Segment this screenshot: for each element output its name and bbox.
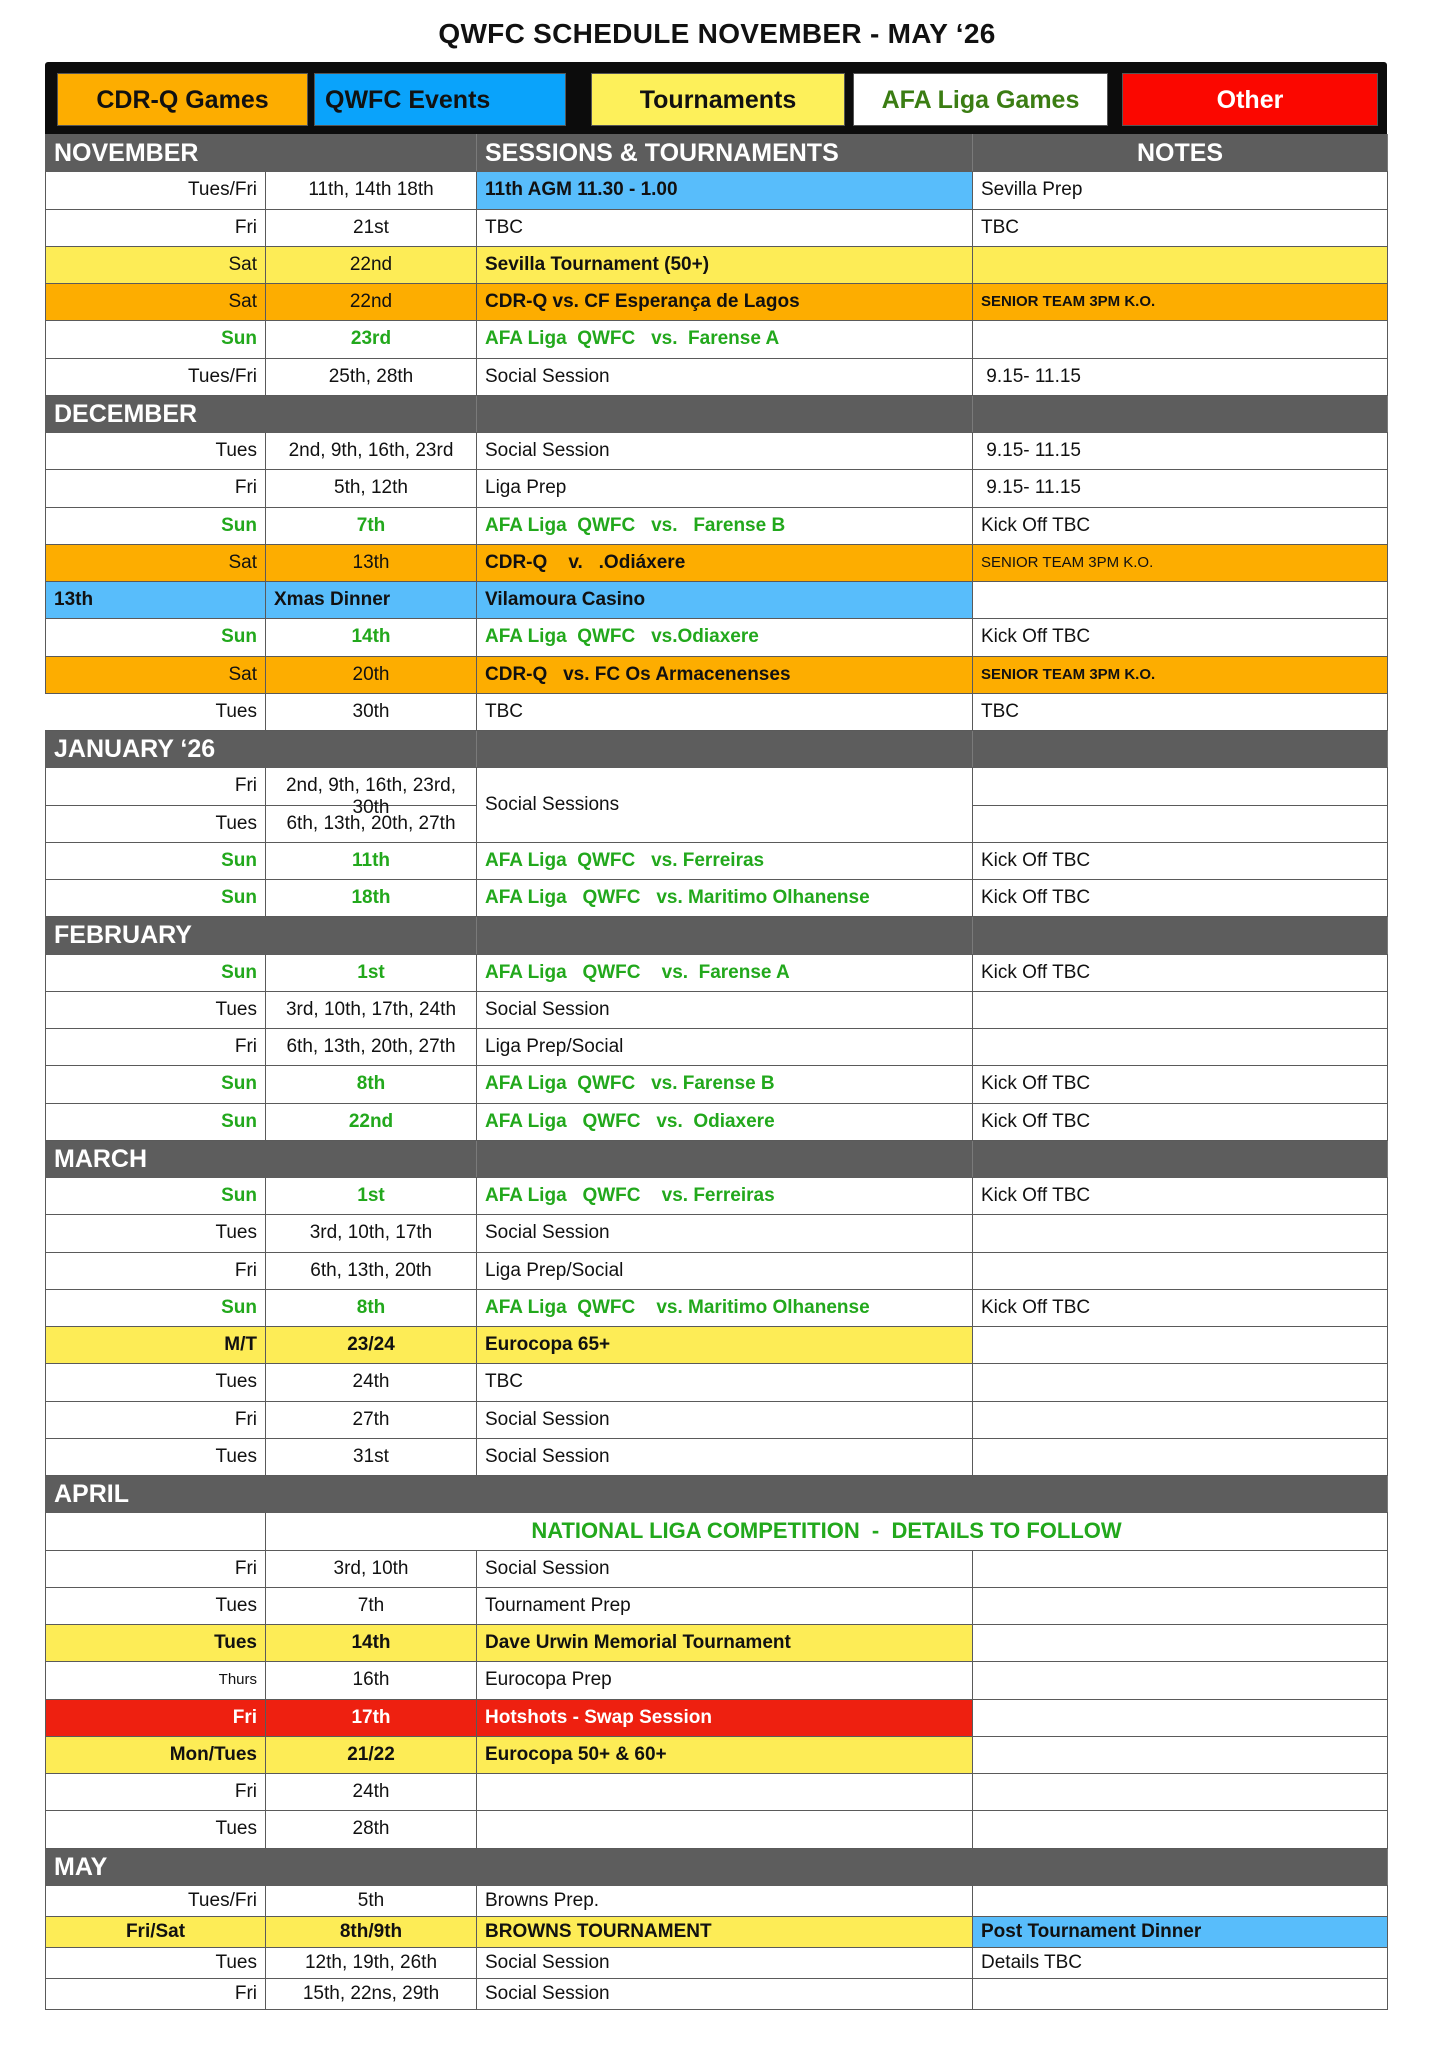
session-cell: Sevilla Tournament (50+) bbox=[477, 246, 973, 283]
table-row bbox=[46, 656, 1388, 693]
table-row bbox=[46, 1916, 1388, 1947]
legend-cdrq-games: CDR-Q Games bbox=[57, 73, 308, 126]
date-cell: 21st bbox=[266, 209, 477, 246]
day-cell: Tues/Fri bbox=[46, 358, 266, 395]
national-liga-banner: NATIONAL LIGA COMPETITION - DETAILS TO FOLLOW bbox=[266, 1513, 1388, 1550]
table-row bbox=[46, 1978, 1388, 2009]
day-cell: Sun bbox=[46, 954, 266, 991]
table-row bbox=[46, 1103, 1388, 1140]
session-cell: Browns Prep. bbox=[477, 1885, 973, 1916]
table-row bbox=[46, 693, 1388, 730]
day-cell: Tues bbox=[46, 1947, 266, 1978]
date-cell: 16th bbox=[266, 1662, 477, 1699]
date-cell: 6th, 13th, 20th bbox=[266, 1252, 477, 1289]
table-row bbox=[46, 1289, 1388, 1326]
day-cell: Sun bbox=[46, 1178, 266, 1215]
notes-cell bbox=[973, 1327, 1388, 1364]
table-row bbox=[46, 991, 1388, 1028]
day-cell: Fri bbox=[46, 470, 266, 507]
header-blank bbox=[973, 731, 1388, 768]
table-row bbox=[46, 1662, 1388, 1699]
date-cell: 2nd, 9th, 16th, 23rd bbox=[266, 433, 477, 470]
notes-cell: 9.15- 11.15 bbox=[973, 470, 1388, 507]
notes-cell: TBC bbox=[973, 693, 1388, 730]
session-cell bbox=[477, 1774, 973, 1811]
date-cell: 6th, 13th, 20th, 27th bbox=[266, 1029, 477, 1066]
table-row bbox=[46, 1947, 1388, 1978]
day-cell: Sun bbox=[46, 880, 266, 917]
date-cell: 8th/9th bbox=[266, 1916, 477, 1947]
day-cell: Tues bbox=[46, 1438, 266, 1475]
table-row bbox=[46, 880, 1388, 917]
date-cell: 7th bbox=[266, 1587, 477, 1624]
session-cell: AFA Liga QWFC vs. Maritimo Olhanense bbox=[477, 880, 973, 917]
notes-cell bbox=[973, 768, 1388, 805]
day-cell: Tues bbox=[46, 1587, 266, 1624]
day-cell: 13th bbox=[46, 582, 266, 619]
date-cell: 8th bbox=[266, 1066, 477, 1103]
date-cell: Xmas Dinner bbox=[266, 582, 477, 619]
day-cell: M/T bbox=[46, 1327, 266, 1364]
page-title: QWFC SCHEDULE NOVEMBER - MAY ‘26 bbox=[438, 18, 996, 49]
session-cell: Vilamoura Casino bbox=[477, 582, 973, 619]
table-row bbox=[46, 321, 1388, 358]
date-cell: 3rd, 10th, 17th, 24th bbox=[266, 991, 477, 1028]
session-cell: Social Session bbox=[477, 1978, 973, 2009]
day-cell: Fri bbox=[46, 1978, 266, 2009]
day-cell: Tues bbox=[46, 1811, 266, 1848]
day-cell: Tues/Fri bbox=[46, 172, 266, 209]
notes-cell: Kick Off TBC bbox=[973, 1103, 1388, 1140]
table-row bbox=[46, 1625, 1388, 1662]
date-cell: 1st bbox=[266, 1178, 477, 1215]
table-row bbox=[46, 1699, 1388, 1736]
month-header-april bbox=[46, 1476, 1388, 1513]
session-cell: AFA Liga QWFC vs. Farense A bbox=[477, 321, 973, 358]
date-cell: 30th bbox=[266, 693, 477, 730]
session-cell: Liga Prep/Social bbox=[477, 1252, 973, 1289]
table-row bbox=[46, 1178, 1388, 1215]
day-cell: Tues bbox=[46, 1215, 266, 1252]
notes-cell bbox=[973, 1587, 1388, 1624]
session-cell bbox=[477, 1811, 973, 1848]
table-row bbox=[46, 1401, 1388, 1438]
notes-cell bbox=[973, 1736, 1388, 1773]
notes-cell bbox=[973, 1774, 1388, 1811]
table-row bbox=[46, 1438, 1388, 1475]
session-cell: TBC bbox=[477, 209, 973, 246]
day-cell: Fri bbox=[46, 1029, 266, 1066]
month-label: NOVEMBER bbox=[46, 135, 477, 172]
date-cell: 20th bbox=[266, 656, 477, 693]
day-cell: Tues bbox=[46, 1364, 266, 1401]
date-cell: 23/24 bbox=[266, 1327, 477, 1364]
session-cell: AFA Liga QWFC vs. Maritimo Olhanense bbox=[477, 1289, 973, 1326]
date-cell: 8th bbox=[266, 1289, 477, 1326]
session-cell: AFA Liga QWFC vs. Farense B bbox=[477, 507, 973, 544]
notes-cell bbox=[973, 1811, 1388, 1848]
month-header-may bbox=[46, 1848, 1388, 1885]
notes-cell: SENIOR TEAM 3PM K.O. bbox=[973, 656, 1388, 693]
day-cell: Tues bbox=[46, 433, 266, 470]
session-cell: Dave Urwin Memorial Tournament bbox=[477, 1625, 973, 1662]
session-cell: AFA Liga QWFC vs. Ferreiras bbox=[477, 842, 973, 879]
day-cell: Tues bbox=[46, 1625, 266, 1662]
table-row bbox=[46, 1736, 1388, 1773]
day-cell: Tues/Fri bbox=[46, 1885, 266, 1916]
date-cell: 15th, 22ns, 29th bbox=[266, 1978, 477, 2009]
notes-cell: Kick Off TBC bbox=[973, 954, 1388, 991]
notes-cell bbox=[973, 1215, 1388, 1252]
date-cell: 17th bbox=[266, 1699, 477, 1736]
header-blank bbox=[973, 1140, 1388, 1177]
session-cell: 11th AGM 11.30 - 1.00 bbox=[477, 172, 973, 209]
day-cell: Sun bbox=[46, 321, 266, 358]
notes-cell bbox=[973, 1029, 1388, 1066]
table-row bbox=[46, 768, 1388, 805]
day-cell: Fri bbox=[46, 1401, 266, 1438]
notes-cell bbox=[973, 582, 1388, 619]
date-cell: 5th, 12th bbox=[266, 470, 477, 507]
table-row bbox=[46, 582, 1388, 619]
legend-qwfc-events: QWFC Events bbox=[314, 73, 566, 126]
date-cell: 11th, 14th 18th bbox=[266, 172, 477, 209]
date-cell: 14th bbox=[266, 1625, 477, 1662]
month-header-february bbox=[46, 917, 1388, 954]
notes-cell bbox=[973, 1978, 1388, 2009]
date-cell: 3rd, 10th bbox=[266, 1550, 477, 1587]
date-cell: 22nd bbox=[266, 284, 477, 321]
session-cell: Social Session bbox=[477, 1550, 973, 1587]
notes-cell bbox=[973, 321, 1388, 358]
session-cell: AFA Liga QWFC vs.Odiaxere bbox=[477, 619, 973, 656]
day-cell: Sat bbox=[46, 656, 266, 693]
day-cell: Sun bbox=[46, 1289, 266, 1326]
notes-cell: SENIOR TEAM 3PM K.O. bbox=[973, 544, 1388, 581]
notes-cell: Kick Off TBC bbox=[973, 507, 1388, 544]
day-cell: Fri/Sat bbox=[46, 1916, 266, 1947]
session-cell: Tournament Prep bbox=[477, 1587, 973, 1624]
session-cell: TBC bbox=[477, 1364, 973, 1401]
notes-cell bbox=[973, 991, 1388, 1028]
table-row bbox=[46, 209, 1388, 246]
month-label: JANUARY ‘26 bbox=[46, 731, 477, 768]
notes-cell bbox=[973, 1885, 1388, 1916]
date-cell: 25th, 28th bbox=[266, 358, 477, 395]
date-cell: 23rd bbox=[266, 321, 477, 358]
day-cell: Fri bbox=[46, 1550, 266, 1587]
header-blank bbox=[973, 917, 1388, 954]
session-cell: AFA Liga QWFC vs. Farense B bbox=[477, 1066, 973, 1103]
date-cell: 21/22 bbox=[266, 1736, 477, 1773]
table-row bbox=[46, 284, 1388, 321]
day-cell: Fri bbox=[46, 1252, 266, 1289]
session-cell: AFA Liga QWFC vs. Ferreiras bbox=[477, 1178, 973, 1215]
date-cell: 11th bbox=[266, 842, 477, 879]
session-cell: AFA Liga QWFC vs. Farense A bbox=[477, 954, 973, 991]
session-cell: TBC bbox=[477, 693, 973, 730]
notes-cell: Kick Off TBC bbox=[973, 1066, 1388, 1103]
month-label: MAY bbox=[46, 1848, 1388, 1885]
day-cell: Tues bbox=[46, 991, 266, 1028]
session-cell: CDR-Q vs. FC Os Armacenenses bbox=[477, 656, 973, 693]
day-cell: Mon/Tues bbox=[46, 1736, 266, 1773]
notes-cell: Post Tournament Dinner bbox=[973, 1916, 1388, 1947]
day-cell: Sun bbox=[46, 1066, 266, 1103]
table-row bbox=[46, 172, 1388, 209]
date-cell bbox=[266, 768, 477, 819]
session-cell: Social Session bbox=[477, 1215, 973, 1252]
date-cell: 24th bbox=[266, 1364, 477, 1401]
notes-cell: TBC bbox=[973, 209, 1388, 246]
table-row-banner bbox=[46, 1513, 1388, 1550]
date-cell: 24th bbox=[266, 1774, 477, 1811]
day-cell: Sat bbox=[46, 284, 266, 321]
session-cell: CDR-Q vs. CF Esperança de Lagos bbox=[477, 284, 973, 321]
table-row bbox=[46, 954, 1388, 991]
notes-cell: Kick Off TBC bbox=[973, 1178, 1388, 1215]
notes-cell: Kick Off TBC bbox=[973, 880, 1388, 917]
month-header-march bbox=[46, 1140, 1388, 1177]
session-cell: Social Session bbox=[477, 433, 973, 470]
date-cell: 28th bbox=[266, 1811, 477, 1848]
date-text: 2nd, 9th, 16th, 23rd, 30th bbox=[285, 775, 457, 819]
session-cell: Eurocopa Prep bbox=[477, 1662, 973, 1699]
date-cell: 3rd, 10th, 17th bbox=[266, 1215, 477, 1252]
table-row bbox=[46, 1066, 1388, 1103]
notes-cell bbox=[973, 1662, 1388, 1699]
table-row bbox=[46, 619, 1388, 656]
session-cell-merged: Social Sessions bbox=[477, 768, 973, 843]
day-cell: Fri bbox=[46, 768, 266, 805]
session-cell: Social Session bbox=[477, 991, 973, 1028]
schedule-table bbox=[45, 134, 1388, 2010]
date-cell: 13th bbox=[266, 544, 477, 581]
month-label: MARCH bbox=[46, 1140, 477, 1177]
table-row bbox=[46, 507, 1388, 544]
header-blank bbox=[973, 395, 1388, 432]
notes-cell bbox=[973, 1550, 1388, 1587]
notes-cell bbox=[973, 1438, 1388, 1475]
table-row bbox=[46, 358, 1388, 395]
day-cell: Thurs bbox=[46, 1662, 266, 1699]
notes-cell bbox=[973, 1401, 1388, 1438]
date-cell: 22nd bbox=[266, 1103, 477, 1140]
day-cell: Fri bbox=[46, 1774, 266, 1811]
session-cell: Social Session bbox=[477, 358, 973, 395]
legend-bar bbox=[45, 62, 1387, 134]
day-cell: Sun bbox=[46, 842, 266, 879]
date-cell: 31st bbox=[266, 1438, 477, 1475]
date-cell: 6th, 13th, 20th, 27th bbox=[266, 805, 477, 842]
notes-cell bbox=[973, 805, 1388, 842]
notes-cell: Kick Off TBC bbox=[973, 842, 1388, 879]
legend-other: Other bbox=[1122, 73, 1378, 126]
session-cell: Social Session bbox=[477, 1947, 973, 1978]
session-cell: Eurocopa 65+ bbox=[477, 1327, 973, 1364]
legend-tournaments: Tournaments bbox=[591, 73, 845, 126]
day-cell: Fri bbox=[46, 209, 266, 246]
table-row bbox=[46, 1327, 1388, 1364]
date-cell: 18th bbox=[266, 880, 477, 917]
month-label: APRIL bbox=[46, 1476, 1388, 1513]
table-row bbox=[46, 246, 1388, 283]
session-cell: CDR-Q v. .Odiáxere bbox=[477, 544, 973, 581]
session-cell: Liga Prep/Social bbox=[477, 1029, 973, 1066]
date-cell: 1st bbox=[266, 954, 477, 991]
day-cell: Sun bbox=[46, 1103, 266, 1140]
day-cell: Tues bbox=[46, 693, 266, 730]
table-row bbox=[46, 1811, 1388, 1848]
notes-cell bbox=[973, 1625, 1388, 1662]
table-row bbox=[46, 1252, 1388, 1289]
day-cell: Sat bbox=[46, 246, 266, 283]
table-row bbox=[46, 1885, 1388, 1916]
table-row bbox=[46, 1587, 1388, 1624]
notes-cell: Kick Off TBC bbox=[973, 1289, 1388, 1326]
month-header-november bbox=[46, 135, 1388, 172]
table-row bbox=[46, 1364, 1388, 1401]
date-cell: 5th bbox=[266, 1885, 477, 1916]
notes-cell: 9.15- 11.15 bbox=[973, 358, 1388, 395]
notes-cell bbox=[973, 1364, 1388, 1401]
header-blank bbox=[477, 1140, 973, 1177]
session-cell: Social Session bbox=[477, 1401, 973, 1438]
column-header-notes: NOTES bbox=[973, 135, 1388, 172]
notes-cell bbox=[973, 1699, 1388, 1736]
notes-cell: Kick Off TBC bbox=[973, 619, 1388, 656]
date-cell: 14th bbox=[266, 619, 477, 656]
legend-afa-liga-games: AFA Liga Games bbox=[853, 73, 1108, 126]
session-cell: Hotshots - Swap Session bbox=[477, 1699, 973, 1736]
day-cell: Fri bbox=[46, 1699, 266, 1736]
notes-cell bbox=[973, 246, 1388, 283]
day-cell: Sat bbox=[46, 544, 266, 581]
month-header-january bbox=[46, 731, 1388, 768]
table-row bbox=[46, 470, 1388, 507]
month-header-december bbox=[46, 395, 1388, 432]
date-cell: 12th, 19th, 26th bbox=[266, 1947, 477, 1978]
date-cell: 7th bbox=[266, 507, 477, 544]
day-cell: Tues bbox=[46, 805, 266, 842]
column-header-sessions: SESSIONS & TOURNAMENTS bbox=[477, 135, 973, 172]
table-row bbox=[46, 544, 1388, 581]
session-cell: Liga Prep bbox=[477, 470, 973, 507]
day-cell: Sun bbox=[46, 507, 266, 544]
date-cell: 22nd bbox=[266, 246, 477, 283]
blank-cell bbox=[46, 1513, 266, 1550]
month-label: DECEMBER bbox=[46, 395, 477, 432]
session-cell: AFA Liga QWFC vs. Odiaxere bbox=[477, 1103, 973, 1140]
date-cell: 27th bbox=[266, 1401, 477, 1438]
month-label: FEBRUARY bbox=[46, 917, 477, 954]
header-blank bbox=[477, 731, 973, 768]
header-blank bbox=[477, 917, 973, 954]
session-cell: Social Session bbox=[477, 1438, 973, 1475]
notes-cell: 9.15- 11.15 bbox=[973, 433, 1388, 470]
table-row bbox=[46, 1774, 1388, 1811]
table-row bbox=[46, 1550, 1388, 1587]
day-cell: Sun bbox=[46, 619, 266, 656]
table-row bbox=[46, 1215, 1388, 1252]
table-row bbox=[46, 433, 1388, 470]
table-row bbox=[46, 842, 1388, 879]
header-blank bbox=[477, 395, 973, 432]
notes-cell bbox=[973, 1252, 1388, 1289]
session-cell: BROWNS TOURNAMENT bbox=[477, 1916, 973, 1947]
notes-cell: Details TBC bbox=[973, 1947, 1388, 1978]
notes-cell: Sevilla Prep bbox=[973, 172, 1388, 209]
notes-cell: SENIOR TEAM 3PM K.O. bbox=[973, 284, 1388, 321]
session-cell: Eurocopa 50+ & 60+ bbox=[477, 1736, 973, 1773]
table-row bbox=[46, 1029, 1388, 1066]
